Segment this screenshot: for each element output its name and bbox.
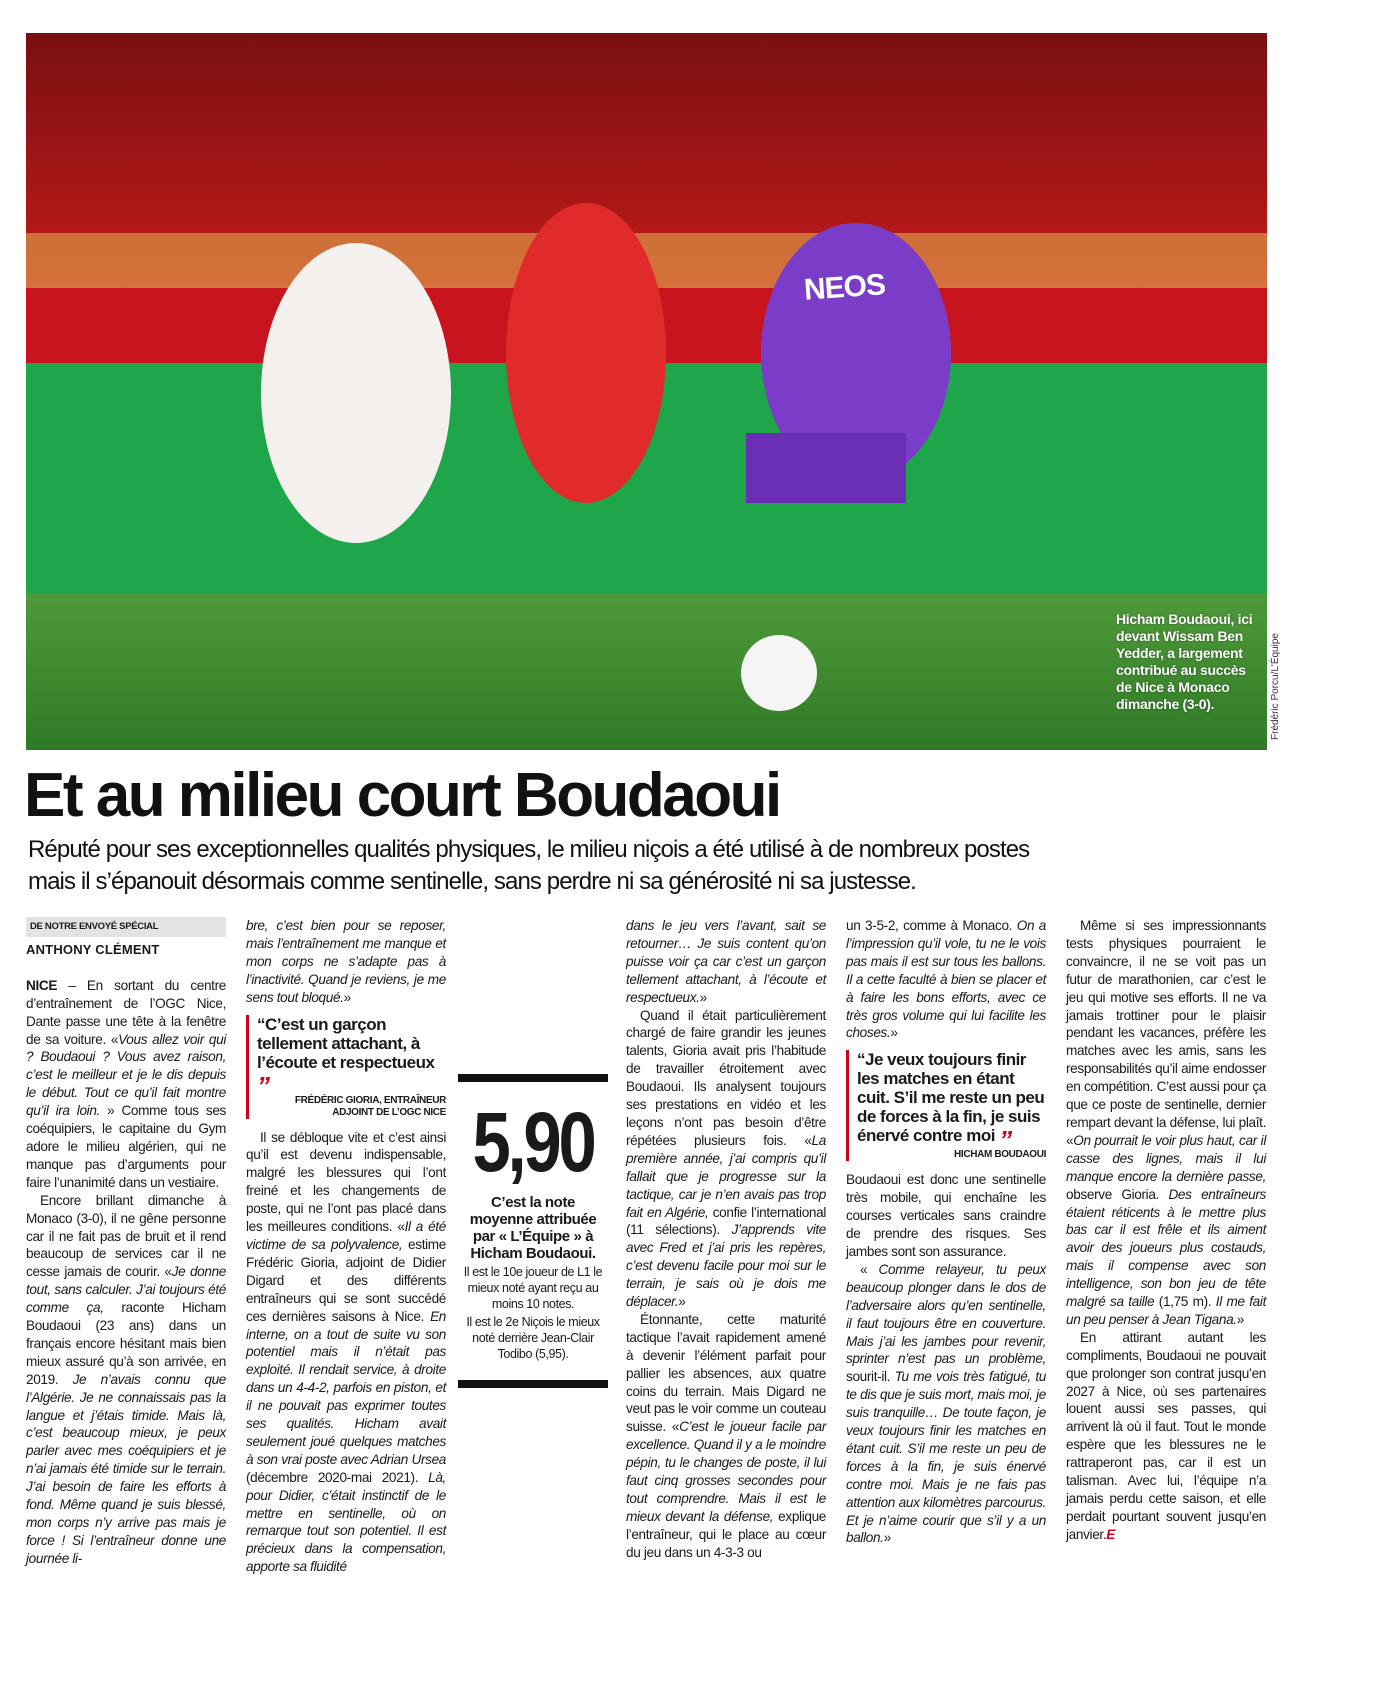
paragraph bbox=[1066, 1329, 1266, 1544]
column-text bbox=[26, 977, 226, 1568]
end-logo-icon: E bbox=[1106, 1526, 1115, 1542]
photo-illustration bbox=[26, 33, 1267, 750]
text-run: On a l’impression qu’il vole, tu ne le vois pas mais il est sur tous les ballons. Il a cette faculté à bien se placer et à faire les bons efforts, avec ce très gros volume qui lui facilite les choses. bbox=[846, 918, 1046, 1041]
byline-kicker: DE NOTRE ENVOYÉ SPÉCIAL bbox=[26, 917, 226, 937]
text-run: Il me fait un peu penser à Jean Tigana. bbox=[1066, 1294, 1266, 1327]
stat-lead: C’est la note moyenne attribuée par « L’Équipe » à Hicham Boudaoui. bbox=[469, 1194, 597, 1262]
text-run: Tu me vois très fatigué, tu te dis que je suis mort, mais moi, je suis tranquille… De toute façon, je veux toujours finir les matches en étant cuit. S’il me reste un peu de forces à la fin, je suis énervé contre moi. Mais je ne fais pas attention aux kilomètres parcourus. Et je n’aime courir que s’il y a un ballon. bbox=[846, 1369, 1047, 1546]
text-run: C’est le joueur facile par excellence. Quand il y a le moindre pépin, tu le changes de poste, il lui faut cinq grosses secondes pour tout comprendre. Mais il est le mieux devant la défense, bbox=[626, 1419, 827, 1524]
column-4 bbox=[846, 917, 1046, 1547]
text-run: Je donne tout, sans calculer. J’ai toujours été comme ça, bbox=[26, 1264, 226, 1316]
pull-quote-attribution: FRÉDÉRIC GIORIA, ENTRAÎNEUR ADJOINT DE L’OGC NICE bbox=[294, 1094, 446, 1118]
photo-caption: Hicham Boudaoui, ici devant Wissam Ben Yedder, a largement contribué au succès de Nice à Monaco dimanche (3-0). bbox=[1116, 611, 1253, 712]
paragraph bbox=[846, 1171, 1046, 1261]
stat-value: 5,90 bbox=[472, 1095, 594, 1189]
text-run: Vous allez voir qui ? Boudaoui ? Vous avez raison, c’est le meilleur et je le dis depuis le début. Tout ce qu’il fait montre qu’il ira loin. bbox=[26, 1031, 226, 1119]
text-run: J’apprends vite avec Fred et j’ai pris les repères, c’est devenu facile pour moi sur le terrain, je sais où je dois me déplacer. bbox=[626, 1222, 827, 1310]
text-run: Comme relayeur, tu peux beaucoup plonger dans le dos de l’adversaire alors qu’en sentinelle, il faut toujours être en couverture. Mais j’ai les jambes pour revenir, sprinter n’est pas un problème, bbox=[846, 1261, 1046, 1367]
text-run: » bbox=[678, 1294, 686, 1310]
pull-quote bbox=[246, 1015, 446, 1119]
column-text bbox=[846, 917, 1046, 1042]
text-run: » bbox=[343, 989, 351, 1005]
text-run: » Comme tous ses coéquipiers, le capitaine du Gym adore le milieu algérien, qui ne manque pas d’arguments pour faire l’unanimité dans un vestiaire. bbox=[26, 1103, 226, 1190]
pull-quote bbox=[846, 1050, 1046, 1161]
text-run: Étonnante, cette maturité tactique l’avait rapidement amené à devenir l’élément parfait pour pallier les absences, aux quatre coins du terrain. Mais Digard ne veut pas le voir comme un couteau suisse. « bbox=[626, 1311, 826, 1435]
column-5 bbox=[1066, 917, 1266, 1544]
text-run: Quand il était particulièrement chargé de faire grandir les jeunes talents, Gioria avait pris l’habitude de travailler étroitement avec Boudaoui. Ils analysent toujours ses prestations en vidéo et les leçons n’ont pas besoin d’être répétées plusieurs fois. « bbox=[626, 1007, 826, 1148]
paragraph bbox=[626, 1007, 826, 1311]
paragraph bbox=[846, 917, 1046, 1042]
column-text bbox=[246, 917, 446, 1007]
headline: Et au milieu court Boudaoui bbox=[24, 761, 780, 830]
stat-note: Il est le 10e joueur de L1 le mieux noté ayant reçu au moins 10 notes. bbox=[463, 1265, 603, 1311]
text-run: observe Gioria. bbox=[1066, 1186, 1169, 1202]
byline-author: ANTHONY CLÉMENT bbox=[26, 941, 160, 957]
text-run: (1,75 m). bbox=[1154, 1294, 1216, 1310]
paragraph bbox=[846, 1261, 1046, 1548]
paragraph bbox=[26, 1192, 226, 1568]
text-run: « bbox=[860, 1261, 879, 1277]
subtitle: Réputé pour ses exceptionnelles qualités physiques, le milieu niçois a été utilisé à de nombreux postes mais il s’épanouit désormais comme sentinelle, sans perdre ni sa générosité ni sa justesse. bbox=[28, 836, 1030, 895]
jersey-sponsor-text: NEOS bbox=[802, 268, 887, 307]
text-run: En interne, on a tout de suite vu son potentiel mais il n’était pas exploité. Il rendait service, à droite dans un 4-4-2, parfois en piston, et il ne pouvait pas exprimer toutes ses qualités. Hicham avait seulement joué quelques matches à son vrai poste avec Adrian Ursea bbox=[246, 1308, 446, 1467]
stat-box bbox=[458, 1074, 608, 1388]
text-run: confie l’international (11 sélections). bbox=[626, 1204, 826, 1238]
paragraph bbox=[246, 917, 446, 1007]
text-run: raconte Hicham Boudaoui (23 ans) dans un français encore hésitant mais bien mieux assuré qu’à son arrivée, en 2019. bbox=[26, 1300, 226, 1387]
column-text bbox=[846, 1171, 1046, 1547]
text-run: » bbox=[890, 1025, 898, 1041]
paragraph bbox=[246, 1129, 446, 1577]
pull-quote-text: “C’est un garçon tellement attachant, à l’écoute et respectueux bbox=[257, 1014, 435, 1072]
text-run: dans le jeu vers l’avant, sait se retourner… Je suis content qu’on puisse voir ça car c’est un garçon tellement attachant, à l’écoute et respectueux. bbox=[626, 918, 826, 1005]
column-1 bbox=[26, 917, 226, 1568]
text-run: Il se débloque vite et c’est ainsi qu’il est devenu indispensable, malgré les blessures qui l’ont freiné et les changements de poste, qui ne l’ont pas placé dans les meilleures conditions. « bbox=[246, 1129, 446, 1235]
quote-mark-icon: ” bbox=[257, 1070, 270, 1101]
paragraph bbox=[1066, 917, 1266, 1329]
text-run: Même si ses impressionnants tests physiques pourraient le convaincre, il ne se voit pas un futur de marathonien, car c’est le jeu qui motive ses efforts. Il ne va jamais trottiner pour le plaisir pendant les vacances, préfère les matches avec les amis, sans les responsabilités qu’il aime endosser en compétition. C’est aussi pour ça que ce poste de sentinelle, dernier rempart devant la défense, lui plaît. « bbox=[1066, 918, 1266, 1148]
pull-quote-text: “Je veux toujours finir les matches en étant cuit. S’il me reste un peu de forces à la fin, je suis énervé contre moi bbox=[857, 1050, 1045, 1146]
match-photo bbox=[26, 33, 1267, 750]
text-run: Des entraîneurs étaient réticents à le mettre plus bas car il est frêle et ils aiment avoir des joueurs plus costauds, mais il compense avec son intelligence, son bon jeu de tête malgré sa taille bbox=[1066, 1186, 1266, 1310]
photo-credit: Frédéric Porcu/L'Équipe bbox=[1270, 633, 1281, 740]
text-run: En attirant autant les compliments, Boudaoui ne pouvait que prolonger son contrat jusqu’en 2027 à Nice, où ses partenaires louent aussi ses passes, qui arrivent là où il faut. Tout le monde espère que les blessures ne le rattraperont pas, car il est un talisman. Avec lui, l’équipe n’a jamais perdu cette saison, et elle perdait pourtant souvent jusqu’en janvier. bbox=[1066, 1329, 1266, 1542]
text-run: sourit-il. bbox=[846, 1369, 895, 1385]
text-run: » bbox=[883, 1530, 891, 1546]
paragraph bbox=[626, 1311, 826, 1562]
column-2 bbox=[246, 917, 446, 1576]
column-text bbox=[626, 917, 826, 1562]
text-run: On pourrait le voir plus haut, car il casse des lignes, mais il lui manque encore la dernière passe, bbox=[1066, 1132, 1266, 1184]
text-run: explique l’entraîneur, qui le place au cœur du jeu dans un 4-3-3 ou bbox=[626, 1508, 826, 1560]
text-run: (décembre 2020-mai 2021). bbox=[246, 1469, 429, 1485]
text-run: » bbox=[699, 989, 707, 1005]
text-run: La première année, j’ai compris qu’il fallait que je progresse sur la tactique, car je n’en avais pas trop fait en Algérie, bbox=[626, 1132, 826, 1220]
column-3 bbox=[626, 917, 826, 1562]
text-run: Il a été victime de sa polyvalence, bbox=[246, 1219, 447, 1252]
text-run: Là, pour Didier, c’était instinctif de le mettre en sentinelle, où on remarque tout son potentiel. Il est précieux dans la compensation, apporte sa fluidité bbox=[246, 1469, 446, 1575]
text-run: estime Frédéric Gioria, adjoint de Didier Digard et des différents entraîneurs qui se sont succédé ces dernières saisons à Nice. bbox=[246, 1236, 446, 1324]
text-run: un 3-5-2, comme à Monaco. bbox=[846, 918, 1017, 933]
pull-quote-attribution: HICHAM BOUDAOUI bbox=[954, 1149, 1046, 1161]
text-run: Boudaoui est donc une sentinelle très mobile, qui enchaîne les courses verticales sans craindre de prendre des risques. Ses jambes sont son assurance. bbox=[846, 1172, 1046, 1259]
text-run: » bbox=[1236, 1311, 1244, 1327]
text-run: NICE bbox=[26, 977, 58, 993]
text-run: Encore brillant dimanche à Monaco (3-0), il ne gêne personne car il ne fait pas de bruit et il rend beaucoup de services car il ne cesse jamais de courir. « bbox=[26, 1192, 226, 1280]
paragraph bbox=[626, 917, 826, 1007]
column-text bbox=[246, 1129, 446, 1577]
text-run: Je n’avais connu que l’Algérie. Je ne connaissais pas la langue et j’étais timide. Mais là, c’est beaucoup mieux, je peux parler avec mes coéquipiers et je n’ai jamais été timide sur le terrain. J’ai besoin de faire les efforts à fond. Même quand je suis blessé, mon corps n’y arrive pas mais je force ! Si l’entraîneur donne une journée li- bbox=[26, 1371, 226, 1566]
text-run: bre, c’est bien pour se reposer, mais l’entraînement me manque et mon corps ne s’adapte pas à l’inactivité. Quand je reviens, je me sens tout bloqué. bbox=[246, 918, 446, 1005]
quote-mark-icon: ” bbox=[999, 1125, 1012, 1156]
paragraph bbox=[26, 977, 226, 1192]
stat-note: Il est le 2e Niçois le mieux noté derrière Jean-Clair Todibo (5,95). bbox=[466, 1315, 600, 1361]
text-run: – En sortant du centre d’entraînement de l’OGC Nice, Dante passe une tête à la fenêtre de sa voiture. « bbox=[26, 977, 226, 1047]
column-text bbox=[1066, 917, 1266, 1544]
